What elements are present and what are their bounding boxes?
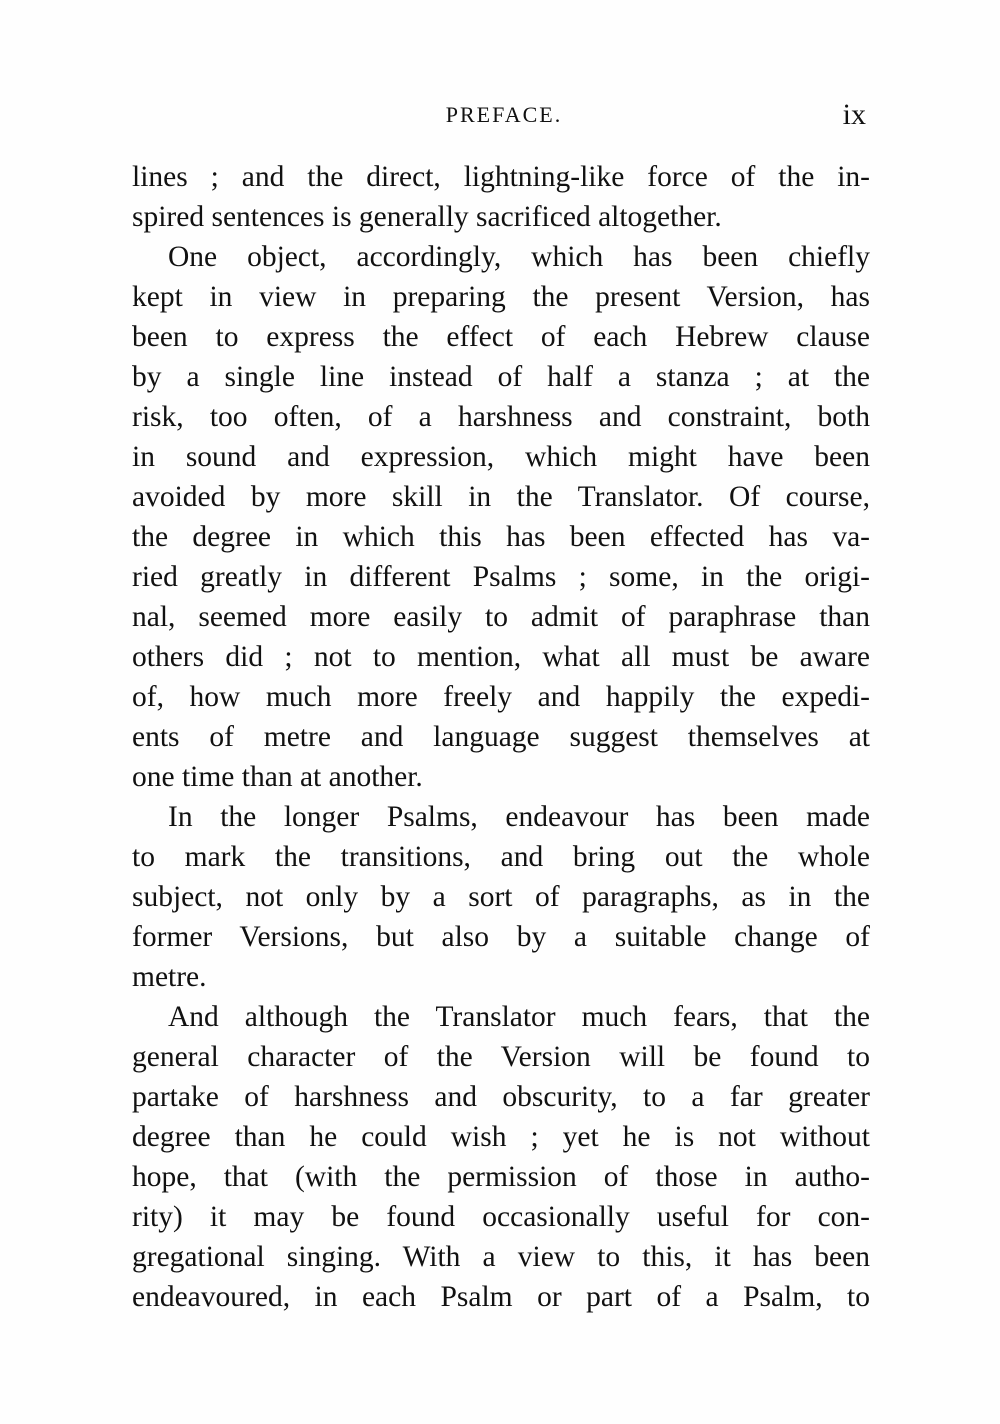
body-text (132, 157, 870, 1317)
text-line: And although the Translator much fears, that the (168, 1001, 870, 1033)
text-line: avoided by more skill in the Translator. Of course, (132, 481, 870, 513)
text-line: gregational singing. With a view to this, it has been (132, 1241, 870, 1273)
running-title: PREFACE. (445, 102, 563, 127)
text-line: by a single line instead of half a stanza ; at the (132, 361, 870, 393)
page-number: ix (842, 98, 866, 131)
text-line: been to express the effect of each Hebrew clause (132, 321, 870, 353)
text-line: ried greatly in different Psalms ; some, in the origi- (132, 561, 870, 593)
text-line: spired sentences is generally sacrificed altogether. (132, 201, 722, 233)
text-line: former Versions, but also by a suitable change of (132, 921, 870, 953)
text-line: nal, seemed more easily to admit of paraphrase than (132, 601, 870, 633)
text-line: One object, accordingly, which has been chiefly (168, 241, 870, 273)
text-line: one time than at another. (132, 761, 423, 793)
text-line: degree than he could wish ; yet he is not without (132, 1121, 870, 1153)
text-line: lines ; and the direct, lightning-like force of the in- (132, 161, 870, 193)
text-line: risk, too often, of a harshness and constraint, both (132, 401, 870, 433)
text-line: subject, not only by a sort of paragraphs, as in the (132, 881, 870, 913)
text-line: to mark the transitions, and bring out the whole (132, 841, 870, 873)
text-line: kept in view in preparing the present Version, has (132, 281, 870, 313)
text-line: general character of the Version will be found to (132, 1041, 870, 1073)
text-line: metre. (132, 961, 207, 993)
text-line: others did ; not to mention, what all must be aware (132, 641, 870, 673)
text-line: ents of metre and language suggest themselves at (132, 721, 870, 753)
text-line: In the longer Psalms, endeavour has been made (168, 801, 870, 833)
text-line: in sound and expression, which might have been (132, 441, 870, 473)
text-line: partake of harshness and obscurity, to a far greater (132, 1081, 870, 1113)
text-line: the degree in which this has been effected has va- (132, 521, 870, 553)
text-line: rity) it may be found occasionally useful for con- (132, 1201, 870, 1233)
text-line: hope, that (with the permission of those in autho- (132, 1161, 870, 1193)
running-head (132, 100, 870, 140)
text-line: endeavoured, in each Psalm or part of a Psalm, to (132, 1281, 870, 1313)
text-line: of, how much more freely and happily the expedi- (132, 681, 870, 713)
